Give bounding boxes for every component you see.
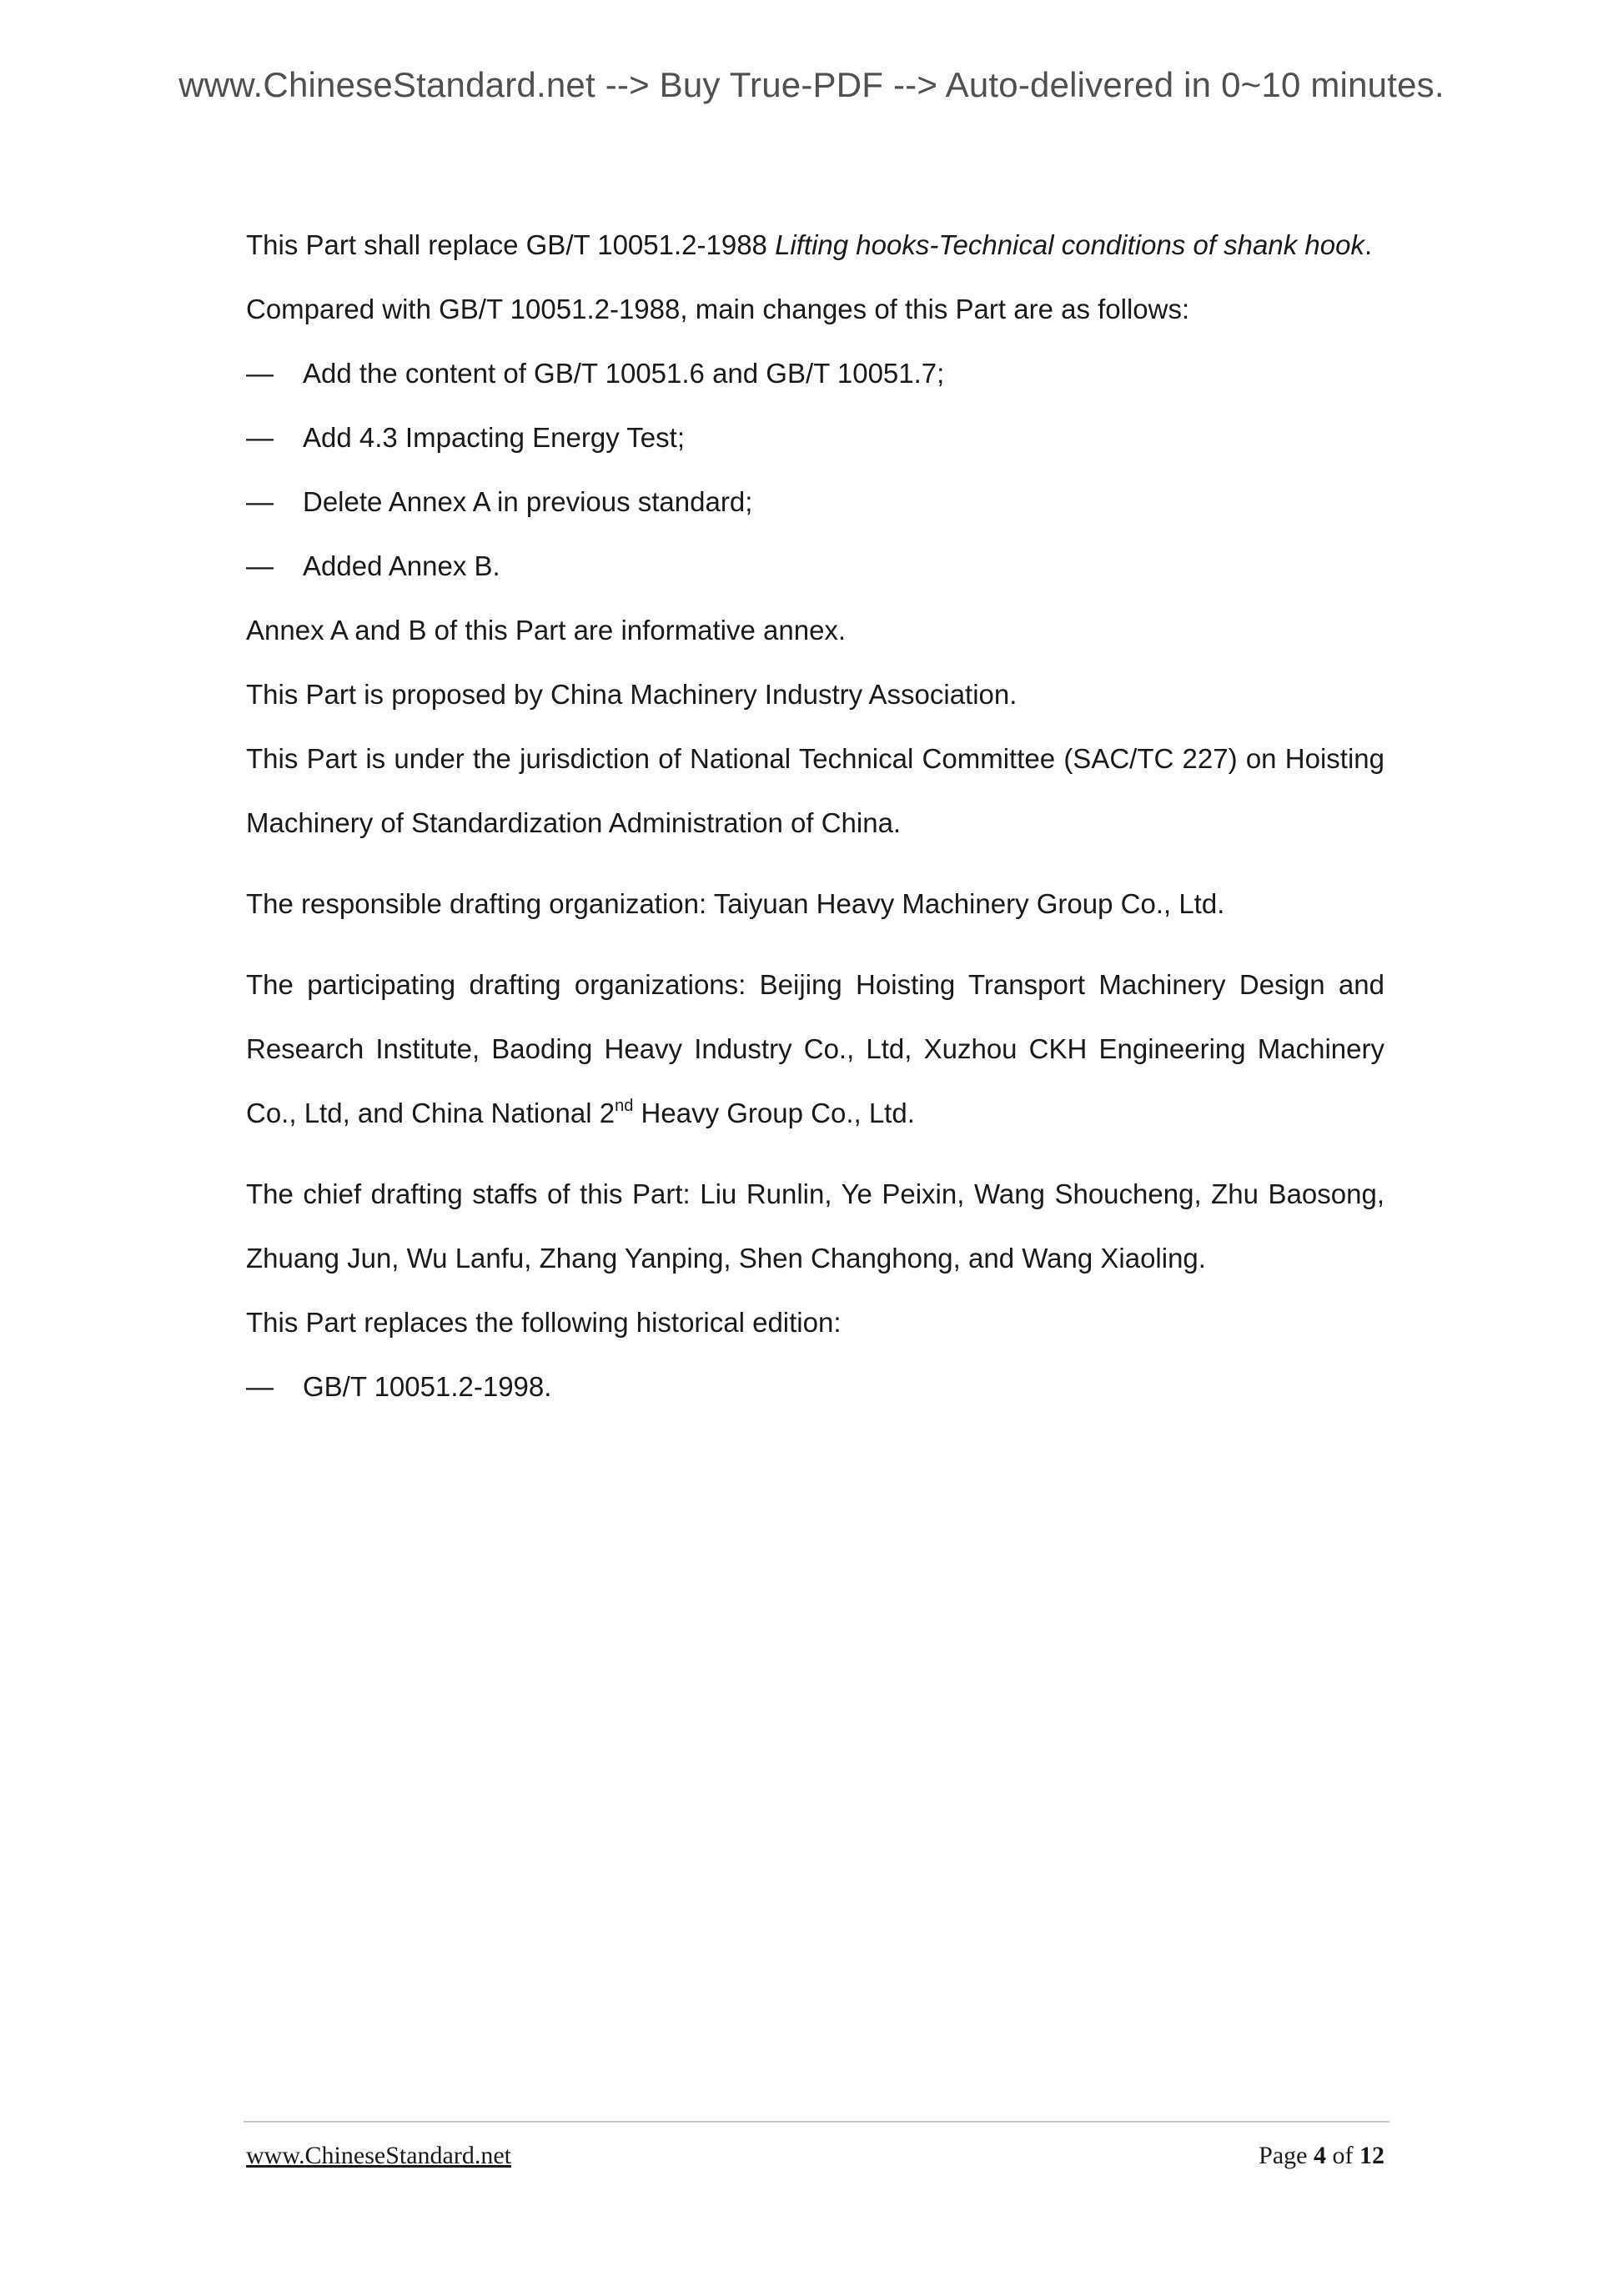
change-text: Added Annex B. [303,550,500,581]
total-pages: 12 [1359,2142,1384,2169]
participating-text: The participating drafting organizations: Beijing Hoisting Transport Machinery Design and Research Institute, Baoding Heavy Industry Co., Ltd, Xuzhou CKH Engineering Machinery Co., Ltd, and China National 2 [246,969,1384,1128]
dash-bullet: — [246,550,274,581]
jurisdiction-paragraph: This Part is under the jurisdiction of National Technical Committee (SAC/TC 227) on Hoisting Machinery of Standardization Administration of China. [246,743,1384,838]
page-of: of [1326,2142,1359,2169]
changes-intro: Compared with GB/T 10051.2-1988, main changes of this Part are as follows: [246,294,1190,324]
history-edition: GB/T 10051.2-1998. [303,1371,552,1402]
list-item [246,534,1384,598]
chief-drafting-staff: The chief drafting staffs of this Part: Liu Runlin, Ye Peixin, Wang Shoucheng, Zhu Baosong, Zhuang Jun, Wu Lanfu, Zhang Yanping, Shen Changhong, and Wang Xiaoling. [246,1178,1384,1274]
dash-bullet: — [246,358,274,389]
replacement-paragraph [246,213,1384,277]
document-body [246,213,1384,1419]
change-text: Delete Annex A in previous standard; [303,486,753,517]
header-banner: www.ChineseStandard.net --> Buy True-PDF --> Auto-delivered in 0~10 minutes. [178,65,1445,104]
dash-bullet: — [246,486,274,517]
proposer-paragraph: This Part is proposed by China Machinery Industry Association. [246,679,1018,710]
page-word: Page [1259,2142,1314,2169]
list-item [246,1354,1384,1419]
annex-note: Annex A and B of this Part are informative annex. [246,615,847,646]
participating-text-end: Heavy Group Co., Ltd. [633,1098,915,1128]
list-item [246,405,1384,470]
change-text: Add the content of GB/T 10051.6 and GB/T 10051.7; [303,358,945,389]
current-page: 4 [1314,2142,1326,2169]
dash-bullet: — [246,422,274,453]
list-item [246,341,1384,405]
replacement-prefix: This Part shall replace GB/T 10051.2-1988 [246,229,776,260]
dash-bullet: — [246,1371,274,1402]
footer-divider [244,2121,1389,2123]
list-item [246,470,1384,534]
ordinal-superscript: nd [615,1097,634,1115]
participating-organizations [246,952,1384,1145]
replacement-suffix: . [1364,229,1373,260]
replaced-standard-title: Lifting hooks-Technical conditions of shank hook [775,229,1364,260]
footer-site-link[interactable]: www.ChineseStandard.net [246,2142,511,2169]
page-number [1259,2142,1384,2170]
responsible-organization: The responsible drafting organization: Taiyuan Heavy Machinery Group Co., Ltd. [246,888,1225,919]
history-intro: This Part replaces the following historical edition: [246,1307,842,1338]
change-text: Add 4.3 Impacting Energy Test; [303,422,685,453]
